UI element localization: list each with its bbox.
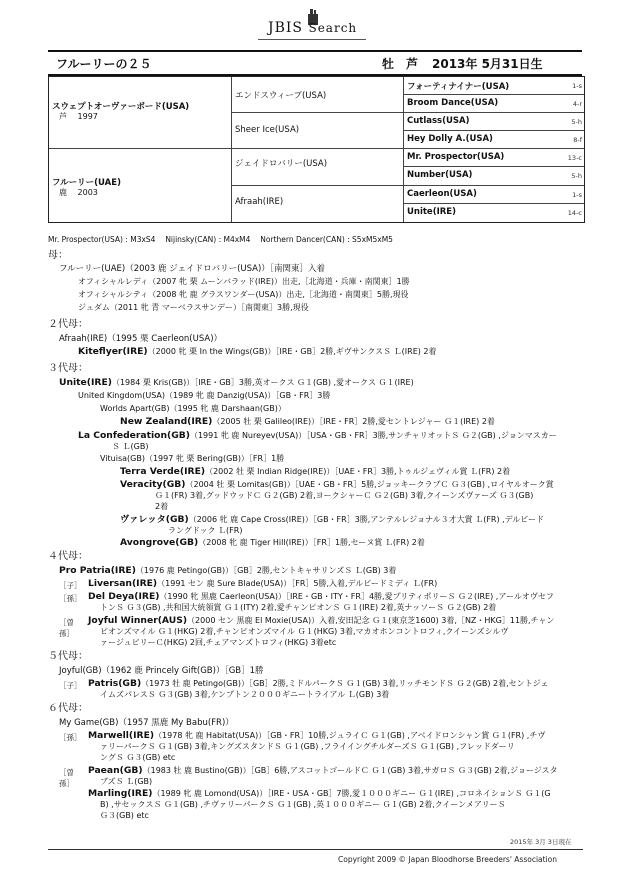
- horse-link[interactable]: Unite(IRE): [59, 377, 112, 388]
- gen-heading: ４代母：: [48, 551, 88, 562]
- horse-link[interactable]: Liversan(IRE): [88, 578, 158, 589]
- horse-link[interactable]: Paean(GB): [88, 765, 143, 776]
- family-line[interactable]: [120, 515, 544, 525]
- family-line[interactable]: United Kingdom(USA)（1989 牝 鹿 Danzig(USA)）［GB・FR］3勝: [78, 391, 331, 400]
- relation-tag: ［曽孫］: [59, 618, 74, 638]
- horse-record: （2000 牝 栗 In the Wings(GB)）［IRE・GB］2勝,ギヴサンクスＳ Ｌ(IRE) 2着: [147, 347, 437, 356]
- family-line-cont: Ｇ１(FR) 3着,グッドウッドＣ Ｇ２(GB) 2着,ヨークシャーＣ Ｇ２(GB) 3着,クイーンズヴァーズ Ｇ３(GB): [155, 491, 534, 500]
- horse-link[interactable]: Terra Verde(IRE): [120, 466, 206, 477]
- family-line[interactable]: ジュダム（2011 牝 青 マーベラスサンデー）［南関東］3勝,現役: [78, 303, 309, 312]
- logo-underline: [258, 39, 366, 40]
- family-number: 1-s: [572, 82, 582, 90]
- family-line-cont: ングＳ Ｇ３(GB) etc: [100, 753, 176, 762]
- horse-record: （2002 牡 栗 Indian Ridge(IRE)）［UAE・FR］3勝,トゥルジェヴィル賞 Ｌ(FR) 2着: [205, 467, 511, 476]
- horse-record: （2005 牡 栗 Galileo(IRE)）［IRE・FR］2勝,愛セントレジャー Ｇ１(IRE) 2着: [212, 417, 495, 426]
- horse-link[interactable]: La Confederation(GB): [78, 430, 190, 441]
- family-number: 5-h: [571, 172, 582, 180]
- pedigree-gen3-1[interactable]: [404, 95, 584, 113]
- relation-tag: ［子］: [59, 681, 82, 690]
- family-line[interactable]: [120, 467, 510, 477]
- pedigree-gen2-1[interactable]: [232, 113, 404, 149]
- pedigree-gen3-2[interactable]: [404, 113, 584, 131]
- family-line-cont: B) ,サセックスＳ Ｇ１(GB) ,チヴァリーパークＳ Ｇ１(GB) ,英１０００ギニー Ｇ１(GB) 2着,クイーンメアリーＳ: [100, 800, 506, 809]
- family-line[interactable]: [88, 579, 437, 589]
- family-line[interactable]: [120, 538, 425, 548]
- family-line[interactable]: [120, 417, 495, 427]
- family-line-cont: ァリーパークＳ Ｇ１(GB) 3着,キングズスタンドＳ Ｇ１(GB) ,フライイングチルダーズＳ Ｇ１(GB) ,フレッドダーリ: [100, 742, 515, 751]
- gen3-name: フォーティナイナー(USA): [407, 82, 510, 92]
- horse-link[interactable]: ヴァレッタ(GB): [120, 514, 189, 525]
- horse-link[interactable]: Marling(IRE): [88, 788, 153, 799]
- jbis-logo[interactable]: [0, 8, 624, 38]
- family-line-cont: Ｓ Ｌ(GB): [112, 442, 149, 451]
- gen-heading: ２代母：: [48, 319, 88, 330]
- pedigree-gen3-3[interactable]: [404, 131, 584, 149]
- horse-sex-color: 牡 芦: [382, 57, 419, 71]
- family-number: 13-c: [567, 154, 582, 162]
- horse-link[interactable]: Patris(GB): [88, 678, 142, 689]
- footer-divider: [48, 849, 583, 850]
- gen3-name: Mr. Prospector(USA): [407, 152, 505, 162]
- family-line-cont: ピオンズマイル Ｇ１(HKG) 2着,チャンピオンズマイル Ｇ１(HKG) 3着,マカオホンコントロフィ,クイーンズシルヴ: [100, 627, 509, 636]
- title-bar: [48, 50, 582, 76]
- horse-link[interactable]: Del Deya(IRE): [88, 591, 160, 602]
- horse-link[interactable]: Marwell(IRE): [88, 730, 155, 741]
- dam-name: フルーリー(UAE): [52, 178, 121, 188]
- pedigree-gen3-0[interactable]: [404, 77, 584, 95]
- gen-heading: ５代母：: [48, 651, 88, 662]
- gen3-name: Cutlass(USA): [407, 116, 470, 126]
- sire-name: スウェプトオーヴァーボード(USA): [52, 102, 190, 112]
- pedigree-gen3-7[interactable]: [404, 204, 584, 222]
- family-line[interactable]: [88, 679, 549, 689]
- horse-record: （2004 牡 栗 Lomitas(GB)）［UAE・GB・FR］5勝,ジョッキークラブＣ Ｇ３(GB) ,ロイヤルオーク賞: [185, 480, 554, 489]
- horse-record: （1973 牡 鹿 Petingo(GB)）［GB］2勝,ミドルパークＳ Ｇ１(GB) 3着,リッチモンドＳ Ｇ２(GB) 2着,セントジェ: [141, 679, 549, 688]
- gen2-name: エンドスウィープ(USA): [235, 91, 327, 101]
- horse-record: （2008 牝 鹿 Tiger Hill(IRE)）［FR］1勝,セーヌ賞 Ｌ(FR) 2着: [198, 538, 425, 547]
- horse-link[interactable]: Joyful Winner(AUS): [88, 615, 188, 626]
- gen3-name: Number(USA): [407, 170, 473, 180]
- gen3-name: Broom Dance(USA): [407, 98, 499, 108]
- horse-link[interactable]: Avongrove(GB): [120, 537, 199, 548]
- family-line-cont: 2着: [155, 502, 169, 511]
- horse-name: フルーリーの２５: [56, 57, 152, 71]
- family-line[interactable]: [59, 378, 414, 388]
- family-number: 14-c: [567, 209, 582, 217]
- dam-cell[interactable]: [49, 149, 232, 222]
- horse-record: （1984 栗 Kris(GB)）［IRE・GB］3勝,英オークス Ｇ１(GB) ,愛オークス Ｇ１(IRE): [111, 378, 414, 387]
- horse-link[interactable]: Pro Patria(IRE): [59, 565, 136, 576]
- family-line-cont: Ｇ３(GB) etc: [100, 811, 149, 820]
- gen2-name: Afraah(IRE): [235, 197, 284, 207]
- family-line-cont: ブズＳ Ｌ(GB): [100, 777, 153, 786]
- family-line[interactable]: [88, 616, 554, 626]
- pedigree-gen3-5[interactable]: [404, 167, 584, 186]
- pedigree-gen2-2[interactable]: [232, 149, 404, 186]
- family-line[interactable]: [78, 347, 437, 357]
- family-line[interactable]: [78, 431, 557, 441]
- family-line[interactable]: Afraah(IRE)（1995 栗 Caerleon(USA)）: [59, 334, 223, 344]
- sire-cell[interactable]: [49, 77, 232, 149]
- family-line[interactable]: フルーリー(UAE)（2003 鹿 ジェイドロバリー(USA)）［南関東］入着: [59, 264, 326, 274]
- family-line[interactable]: オフィシャルシティ（2008 牝 鹿 グラスワンダー(USA)）出走,［北海道・南関東］5勝,現役: [78, 290, 409, 299]
- pedigree-gen3-4[interactable]: [404, 149, 584, 167]
- family-line[interactable]: My Game(GB)（1957 黒鹿 My Babu(FR)）: [59, 718, 234, 728]
- horse-record: （2006 牝 鹿 Cape Cross(IRE)）［GB・FR］3勝,アンテルレジョナル３才大賞 Ｌ(FR) ,デルビード: [188, 515, 544, 524]
- horse-record: （2000 セン 黒鹿 El Moxie(USA)）入着,安田記念 Ｇ１(東京芝1600) 3着,［NZ・HKG］11勝,チャン: [187, 616, 555, 625]
- gen-heading: 母：: [48, 250, 68, 261]
- gen-heading: ３代母：: [48, 363, 88, 374]
- sire-info: 芦 1997: [59, 112, 98, 121]
- horse-birth-date: 2013年 5月31日生: [432, 57, 543, 71]
- pedigree-table: [48, 76, 585, 223]
- as-of-date: 2015年 3月 3日現在: [510, 838, 572, 846]
- horse-link[interactable]: Veracity(GB): [120, 479, 186, 490]
- family-line[interactable]: [88, 592, 554, 602]
- family-line-cont: ラングドック Ｌ(FR): [168, 526, 243, 535]
- relation-tag: ［孫］: [59, 594, 82, 603]
- horse-record: （1991 セン 鹿 Sure Blade(USA)）［FR］5勝,入着,デルビードミディ Ｌ(FR): [157, 579, 438, 588]
- relation-tag: ［子］: [59, 581, 82, 590]
- family-number: 1-s: [572, 191, 582, 199]
- horse-record: （1990 牝 黒鹿 Caerleon(USA)）［IRE・GB・ITY・FR］4勝,愛プリティポリーＳ Ｇ２(IRE) ,アールオヴセフ: [159, 592, 554, 601]
- gen-heading: ６代母：: [48, 703, 88, 714]
- logo-text: JBIS Search: [268, 20, 358, 36]
- family-number: 4-r: [572, 100, 582, 108]
- family-number: 8-f: [573, 136, 582, 144]
- family-line[interactable]: [88, 731, 545, 741]
- inbreeding-crosses: Mr. Prospector(USA) : M3xS4 Nijinsky(CAN) : M4xM4 Northern Dancer(CAN) : S5xM5xM5: [48, 235, 393, 244]
- family-line[interactable]: [59, 566, 396, 576]
- family-line[interactable]: Vituisa(GB)（1997 牝 栗 Bering(GB)）［FR］1勝: [100, 454, 285, 463]
- relation-tag: ［孫］: [59, 733, 82, 742]
- gen3-name: Caerleon(USA): [407, 189, 477, 199]
- horse-link[interactable]: Kiteflyer(IRE): [78, 346, 148, 357]
- horse-record: （1983 牡 鹿 Bustino(GB)）［GB］6勝,アスコットゴールドＣ Ｇ１(GB) 3着,サガロＳ Ｇ３(GB) 2着,ジョージスタ: [142, 766, 558, 775]
- pedigree-gen3-6[interactable]: [404, 186, 584, 204]
- horse-link[interactable]: New Zealand(IRE): [120, 416, 213, 427]
- horse-record: （1989 牝 鹿 Lomond(USA)）［IRE・USA・GB］7勝,愛１０００ギニー Ｇ１(IRE) ,コロネイションＳ Ｇ１(G: [152, 789, 551, 798]
- gen3-name: Hey Dolly A.(USA): [407, 134, 493, 144]
- pedigree-gen2-3[interactable]: [232, 186, 404, 222]
- family-number: 5-h: [571, 118, 582, 126]
- family-line-cont: イムズパレスＳ Ｇ３(GB) 3着,ケンプトン２０００ギニートライアル Ｌ(GB) 3着: [100, 690, 390, 699]
- family-line[interactable]: Joyful(GB)（1962 鹿 Princely Gift(GB)）［GB］1勝: [59, 666, 264, 676]
- family-line-cont: トンＳ Ｇ３(GB) ,共和国大統領賞 Ｇ１(ITY) 2着,愛チャンピオンＳ Ｇ１(IRE) 2着,英ナッソーＳ Ｇ２(GB) 2着: [100, 603, 497, 612]
- family-line[interactable]: Worlds Apart(GB)（1995 牝 鹿 Darshaan(GB)）: [100, 404, 286, 413]
- family-line[interactable]: [120, 480, 554, 490]
- copyright: Copyright 2009 © Japan Bloodhorse Breeders' Association: [338, 855, 557, 864]
- dam-info: 鹿 2003: [59, 188, 98, 197]
- relation-tag: ［曽孫］: [59, 768, 74, 788]
- pedigree-gen2-0[interactable]: [232, 77, 404, 113]
- family-line[interactable]: [88, 766, 558, 776]
- horse-record: （1976 鹿 Petingo(GB)）［GB］2勝,セントキャサリンズＳ Ｌ(GB) 3着: [135, 566, 397, 575]
- gen3-name: Unite(IRE): [407, 207, 456, 217]
- gen2-name: Sheer Ice(USA): [235, 125, 300, 135]
- family-line-cont: ァージュビリーＣ(HKG) 2回,チェアマンズトロフィ(HKG) 3着etc: [100, 638, 337, 647]
- horse-record: （1991 牝 鹿 Nureyev(USA)）［USA・GB・FR］3勝,サンチャリオットＳ Ｇ２(GB) ,ジョンマスカー: [189, 431, 557, 440]
- horse-record: （1978 牝 鹿 Habitat(USA)）［GB・FR］10勝,ジュライＣ Ｇ１(GB) ,アベイドロンシャン賞 Ｇ１(FR) ,チヴ: [154, 731, 546, 740]
- gen2-name: ジェイドロバリー(USA): [235, 159, 328, 169]
- family-line[interactable]: オフィシャルレディ（2007 牝 栗 ムーンバラッド(IRE)）出走,［北海道・兵庫・南関東］1勝: [78, 277, 410, 286]
- family-line[interactable]: [88, 789, 551, 799]
